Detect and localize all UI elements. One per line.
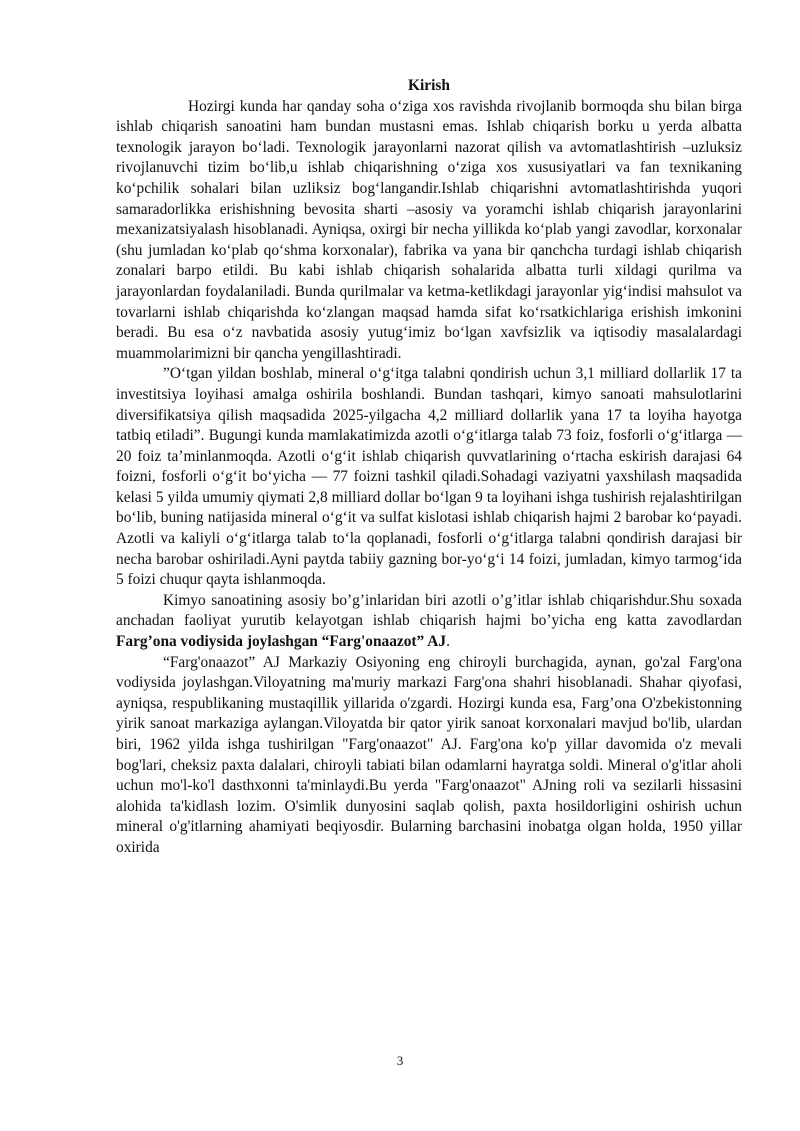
page-number: 3	[396, 1053, 404, 1068]
paragraph-farg-onaazot: “Farg'onaazot” AJ Markaziy Osiyoning eng chiroyli burchagida, aynan, go'zal Farg'ona vodiysida joylashgan.Viloyatning ma'muriy markazi Farg'ona shahri hisoblanadi. Shahar qiyofasi, ayniqsa, respublikaning mustaqillik yillarida o'zgardi. Hozirgi kunda esa, Farg’ona O'zbekistonning yirik sanoat markaziga aylangan.Viloyatda bir qator yirik sanoat korxonalari mavjud bo'lib, ulardan biri, 1962 yilda ishga tushirilgan "Farg'onaazot" AJ. Farg'ona ko'p yillar davomida o'z mevali bog'lari, cheksiz paxta dalalari, chiroyli tabiati bilan odamlarni hayratga soldi. Mineral o'g'itlar aholi uchun mo'l-ko'l dasthxonni ta'minlaydi.Bu yerda "Farg'onaazot" AJning roli va sezilarli hissasini alohida ta'kidlash lozim. O'simlik dunyosini saqlab qolish, paxta hosildorligini oshirish uchun mineral o'g'itlarning ahamiyati beqiyosdir. Bularning barchasini inobatga olgan holda, 1950 yillar oxirida	[116, 653, 742, 856]
paragraph-chemical-industry	[116, 591, 742, 653]
document-page	[116, 76, 742, 859]
company-name-bold: Farg’ona vodiysida joylashgan “Farg'onaazot” AJ	[116, 633, 447, 651]
paragraph-investment: ”O‘tgan yildan boshlab, mineral o‘g‘itga talabni qondirish uchun 3,1 milliard dollarlik 17 ta investitsiya loyihasi amalga oshirila boshlandi. Bundan tashqari, kimyo sanoati mahsulotlarini diversifikatsiya qilish maqsadida 2025-yilgacha 4,2 milliard dollarlik yana 17 ta loyiha hayotga tatbiq etiladi”. Bugungi kunda mamlakatimizda azotli o‘g‘itlarga talab 73 foiz, fosforli o‘g‘itlarga — 20 foiz ta’minlanmoqda. Azotli o‘g‘it ishlab chiqarish quvvatlarining o‘rtacha eskirish darajasi 64 foizni, fosforli o‘g‘it bo‘yicha — 77 foizni tashkil qiladi.Sohadagi vaziyatni yaxshilash maqsadida kelasi 5 yilda umumiy qiymati 2,8 milliard dollar bo‘lgan 9 ta loyihani ishga tushirish rejalashtirilgan bo‘lib, buning natijasida mineral o‘g‘it va sulfat kislotasi ishlab chiqarish hajmi 2 barobar ko‘payadi. Azotli va kaliyli o‘g‘itlarga talab to‘la qoplanadi, fosforli o‘g‘itlarga talabni qondirish darajasi bir necha barobar oshiriladi.Ayni paytda tabiiy gazning bor-yo‘g‘i 14 foizi, jumladan, kimyo tarmog‘ida 5 foizi chuqur qayta ishlanmoqda.	[116, 365, 742, 589]
paragraph-intro: Hozirgi kunda har qanday soha o‘ziga xos ravishda rivojlanib bormoqda shu bilan birga ishlab chiqarish sanoatini ham bundan mustasni emas. Ishlab chiqarish borku u yerda albatta texnologik jarayon bo‘ladi. Texnologik jarayonlarni nazorat qilish va avtomatlashtirish –uzluksiz rivojlanuvchi tizim bo‘lib,u ishlab chiqarishning o‘ziga xos xususiyatlari va fan texnikaning ko‘pchilik sohalari bilan uzliksiz bog‘langandir.Ishlab chiqarishni avtomatlashtirishda yuqori samaradorlikka erishishning bevosita sharti –asosiy va yoramchi ishlab chiqarish jarayonlarini mexanizatsiyalash hisoblanadi. Ayniqsa, oxirgi bir necha yillikda ko‘plab yangi zavodlar, korxonalar (shu jumladan ko‘plab qo‘shma korxonalar), fabrika va yana bir qanchcha turdagi ishlab chiqarish zonalari barpo etildi. Bu kabi ishlab chiqarish sohalarida albatta turli xildagi qurilma va jarayonlardan foydalaniladi. Bunda qurilmalar va ketma-ketlikdagi jarayonlar yig‘indisi mahsulot va tovarlarni ishlab chiqarishda ko‘zlangan maqsad hamda sifat ko‘rsatkichlariga erishish imkonini beradi. Bu esa o‘z navbatida asosiy yutug‘imiz bo‘lgan xavfsizlik va iqtisodiy masalalardagi muammolarimizni bir qancha yengillashtiradi.	[116, 97, 742, 362]
paragraph-chemical-industry-text: Kimyo sanoatining asosiy bo’g’inlaridan biri azotli o’g’itlar ishlab chiqarishdur.Shu soxada anchadan faoliyat yurutib kelayotgan ishlab chiqarish hajmi bo’yicha eng katta zavodlardan	[116, 591, 742, 630]
section-title: Kirish	[408, 77, 450, 94]
paragraph-chemical-industry-end: .	[446, 633, 450, 651]
